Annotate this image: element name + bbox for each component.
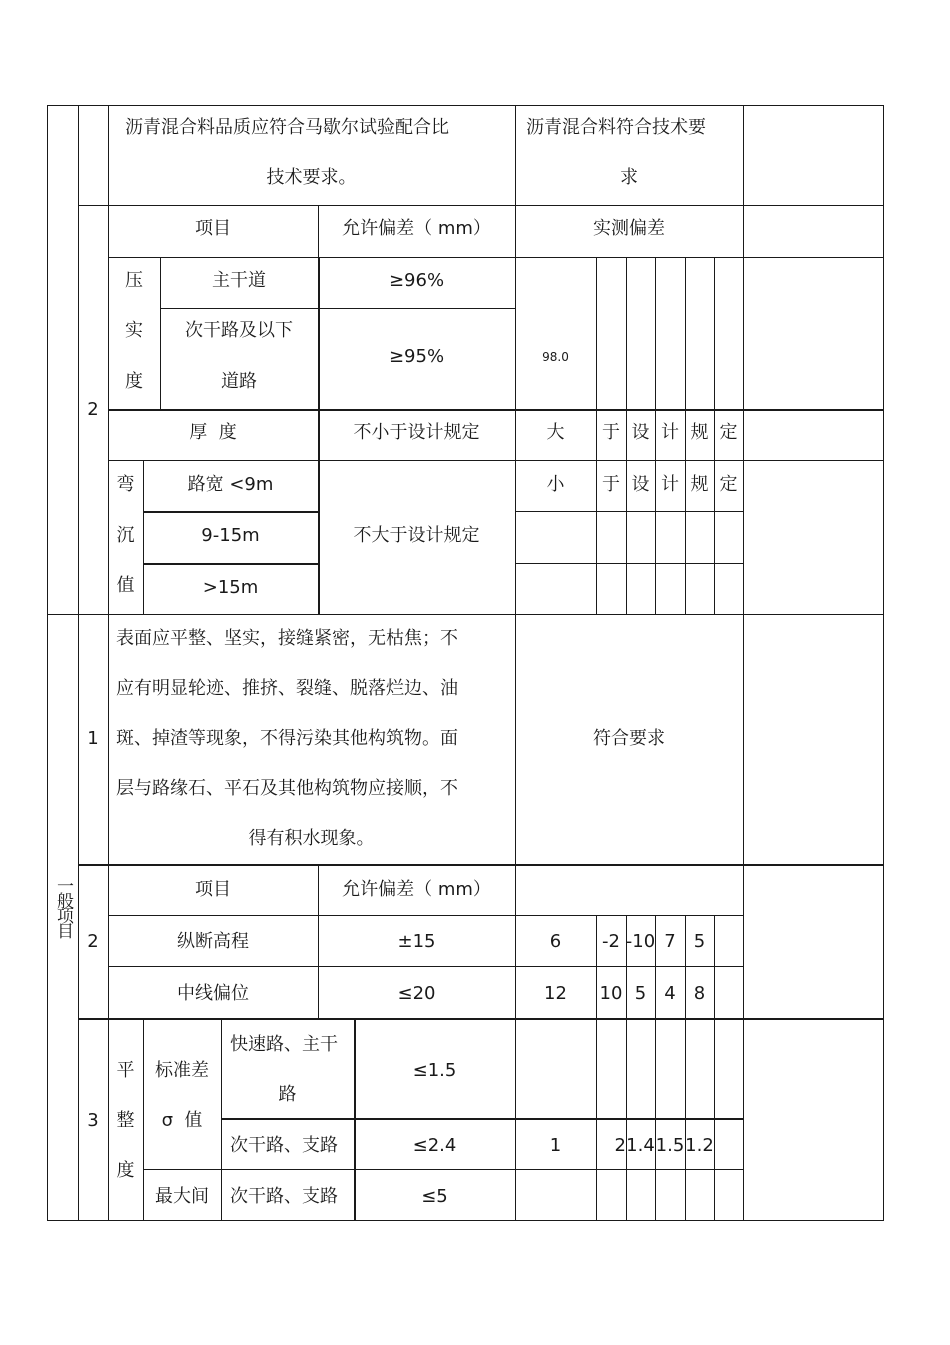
result-line-1: 沥青混合料符合技术要 xyxy=(526,117,706,138)
centerline-tolerance: ≤20 xyxy=(397,983,436,1004)
elevation-value: 7 xyxy=(664,931,676,952)
header-item: 项目 xyxy=(195,218,231,239)
deflection-row-label: 9-15m xyxy=(201,525,260,546)
flatness-value: 1 xyxy=(549,1135,562,1156)
surface-requirement-line: 得有积水现象。 xyxy=(248,828,375,849)
deflection-result: 设 xyxy=(631,474,650,495)
compaction-char: 度 xyxy=(125,371,143,392)
thickness-label: 厚 度 xyxy=(189,422,237,443)
flatness-tolerance: ≤1.5 xyxy=(412,1060,457,1081)
deflection-char: 沉 xyxy=(116,525,135,546)
flatness-char: 平 xyxy=(116,1060,135,1081)
requirement-line-1: 沥青混合料品质应符合马歇尔试验配合比 xyxy=(125,117,449,138)
centerline-value: 8 xyxy=(693,983,706,1004)
std-dev-label: 标准差 xyxy=(155,1060,209,1081)
thickness-result: 规 xyxy=(690,422,709,443)
sigma-label: σ 值 xyxy=(161,1110,203,1131)
flatness-value: 2 xyxy=(614,1135,626,1156)
surface-result: 符合要求 xyxy=(593,728,665,749)
elevation-tolerance: ±15 xyxy=(397,931,436,952)
elevation-value: -2 xyxy=(602,931,620,952)
thickness-result: 计 xyxy=(661,422,679,443)
header-measured: 实测偏差 xyxy=(593,218,665,239)
centerline-value: 12 xyxy=(544,983,567,1004)
general-item-1-number: 1 xyxy=(87,728,99,749)
elevation-value: -10 xyxy=(625,931,656,952)
flatness-tolerance: ≤2.4 xyxy=(412,1135,457,1156)
requirement-line-2: 技术要求。 xyxy=(266,167,357,188)
surface-requirement-line: 应有明显轮迹、推挤、裂缝、脱落烂边、油 xyxy=(116,678,458,699)
surface-requirement-line: 层与路缘石、平石及其他构筑物应接顺，不 xyxy=(116,778,458,799)
deflection-char: 弯 xyxy=(116,474,135,495)
deflection-result: 规 xyxy=(690,474,709,495)
thickness-result: 于 xyxy=(602,422,620,443)
elevation-value: 6 xyxy=(549,931,562,952)
flatness-value: 1.2 xyxy=(685,1135,714,1156)
flatness-char: 度 xyxy=(116,1160,135,1181)
thickness-result: 大 xyxy=(546,422,565,443)
main-road-label: 主干道 xyxy=(212,270,266,291)
deflection-result: 计 xyxy=(661,474,679,495)
centerline-value: 10 xyxy=(599,983,623,1004)
centerline-value: 4 xyxy=(664,983,676,1004)
deflection-row-label: >15m xyxy=(202,577,259,598)
general-item-2-number: 2 xyxy=(87,931,99,952)
secondary-road-tolerance: ≥95% xyxy=(388,346,445,367)
flatness-value: 1.5 xyxy=(655,1135,685,1156)
compaction-char: 实 xyxy=(125,320,143,341)
max-gap-tolerance: ≤5 xyxy=(421,1186,448,1207)
elevation-label: 纵断高程 xyxy=(177,931,249,952)
deflection-row-label: 路宽 <9m xyxy=(187,474,274,495)
thickness-tolerance: 不小于设计规定 xyxy=(353,422,480,443)
road-type-label: 快速路、主干 xyxy=(230,1034,338,1055)
inspection-table xyxy=(47,105,884,1221)
general-item-3-number: 3 xyxy=(87,1110,99,1131)
compaction-measured-value: 98.0 xyxy=(542,350,569,364)
main-road-tolerance: ≥96% xyxy=(388,270,445,291)
centerline-label: 中线偏位 xyxy=(177,983,249,1004)
general-items-label: 一般项目 xyxy=(53,877,73,937)
deflection-tolerance: 不大于设计规定 xyxy=(353,525,480,546)
result-line-2: 求 xyxy=(620,167,638,188)
deflection-result: 定 xyxy=(719,474,738,495)
road-type-label: 次干路、支路 xyxy=(230,1186,338,1207)
road-type-label: 次干路、支路 xyxy=(230,1135,338,1156)
flatness-value: 1.4 xyxy=(626,1135,655,1156)
header-tolerance: 允许偏差（ mm） xyxy=(342,218,491,239)
road-type-label-2: 路 xyxy=(278,1084,297,1105)
deflection-char: 值 xyxy=(116,575,135,596)
thickness-result: 定 xyxy=(719,422,738,443)
item-number: 2 xyxy=(87,399,99,420)
compaction-char: 压 xyxy=(125,270,143,291)
header-item: 项目 xyxy=(195,879,231,900)
deflection-result: 于 xyxy=(602,474,620,495)
deflection-result: 小 xyxy=(546,474,565,495)
surface-requirement-line: 表面应平整、坚实，接缝紧密，无枯焦；不 xyxy=(116,628,458,649)
max-gap-label: 最大间 xyxy=(155,1186,209,1207)
centerline-value: 5 xyxy=(634,983,647,1004)
surface-requirement-line: 斑、掉渣等现象，不得污染其他构筑物。面 xyxy=(116,728,458,749)
flatness-char: 整 xyxy=(116,1110,135,1131)
elevation-value: 5 xyxy=(693,931,706,952)
secondary-road-label: 次干路及以下 xyxy=(185,320,293,341)
thickness-result: 设 xyxy=(631,422,650,443)
header-tolerance: 允许偏差（ mm） xyxy=(342,879,491,900)
secondary-road-label-2: 道路 xyxy=(221,371,257,392)
